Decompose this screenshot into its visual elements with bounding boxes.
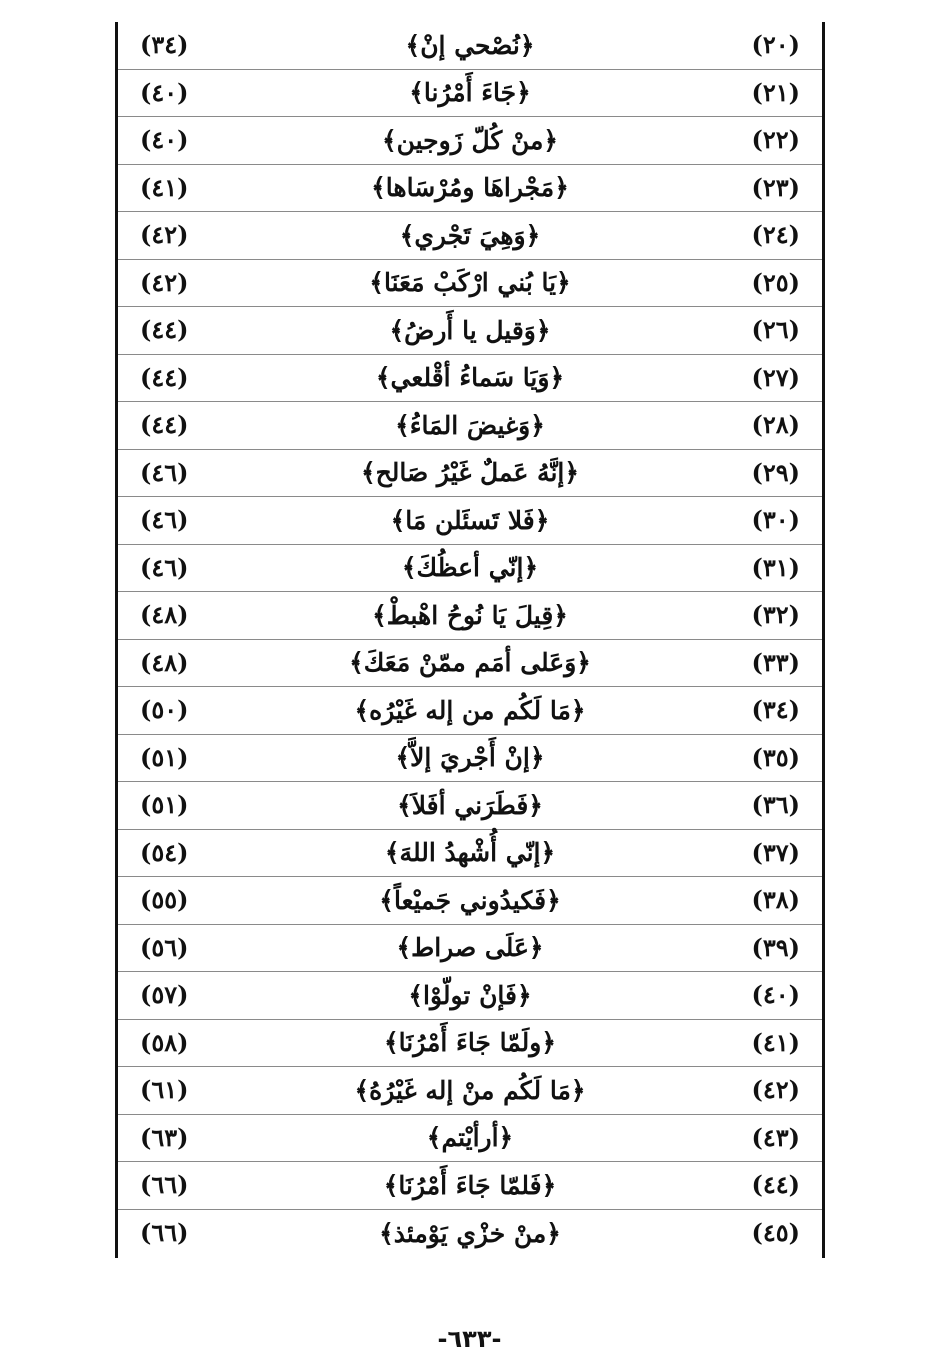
page-reference: (٤٤) <box>140 410 189 440</box>
entry-number: (٣٦) <box>751 790 800 820</box>
page-reference: (٤٦) <box>140 505 189 535</box>
verse-text: ﴿وَيَا سَماءُ أقْلعي﴾ <box>375 363 565 393</box>
table-row <box>118 687 822 735</box>
entry-number: (٣١) <box>751 552 800 582</box>
table-row <box>118 497 822 545</box>
table-row <box>118 640 822 688</box>
table-row <box>118 22 822 70</box>
page-reference: (٣٤) <box>140 30 189 60</box>
table-row <box>118 402 822 450</box>
table-row <box>118 260 822 308</box>
page-reference: (٤٦) <box>140 552 189 582</box>
entry-number: (٣٧) <box>751 837 800 867</box>
table-row <box>118 1162 822 1210</box>
index-table <box>115 22 825 1258</box>
entry-number: (٤٥) <box>751 1218 800 1248</box>
verse-text: ﴿وَغيضَ المَاءُ﴾ <box>395 410 545 440</box>
verse-text: ﴿مَا لَكُم منْ إله غَيْرُهُ﴾ <box>354 1075 586 1105</box>
entry-number: (٤٢) <box>751 1075 800 1105</box>
entry-number: (٤٣) <box>751 1122 800 1152</box>
verse-text: ﴿منْ خزْي يَوْمئذ﴾ <box>379 1218 561 1248</box>
table-row <box>118 165 822 213</box>
entry-number: (٢٢) <box>751 125 800 155</box>
table-row <box>118 450 822 498</box>
table-row <box>118 925 822 973</box>
table-row <box>118 307 822 355</box>
page-reference: (٤٠) <box>140 77 189 107</box>
entry-number: (٢٠) <box>751 30 800 60</box>
page-reference: (٤٢) <box>140 267 189 297</box>
table-row <box>118 545 822 593</box>
page-reference: (٤٤) <box>140 315 189 345</box>
entry-number: (٣٤) <box>751 695 800 725</box>
verse-text: ﴿جَاءَ أَمْرُنا﴾ <box>409 78 531 108</box>
page-reference: (٥١) <box>140 742 189 772</box>
entry-number: (٣٣) <box>751 647 800 677</box>
entry-number: (٤٠) <box>751 980 800 1010</box>
verse-text: ﴿فَكيدُوني جَميْعاً﴾ <box>379 885 561 915</box>
entry-number: (٢٤) <box>751 220 800 250</box>
entry-number: (٢٨) <box>751 410 800 440</box>
verse-text: ﴿فَإنْ تولّوْا﴾ <box>408 980 532 1010</box>
page-reference: (٦٣) <box>140 1122 189 1152</box>
entry-number: (٤١) <box>751 1027 800 1057</box>
table-row <box>118 592 822 640</box>
table-row <box>118 212 822 260</box>
page-reference: (٥٧) <box>140 980 189 1010</box>
verse-text: ﴿أرأيْتم﴾ <box>426 1123 514 1153</box>
table-row <box>118 1067 822 1115</box>
entry-number: (٣٩) <box>751 932 800 962</box>
entry-number: (٢٦) <box>751 315 800 345</box>
table-row <box>118 70 822 118</box>
page-number: -٦٣٣- <box>437 1325 502 1353</box>
entry-number: (٣٥) <box>751 742 800 772</box>
page-reference: (٥٦) <box>140 932 189 962</box>
page-reference: (٥٤) <box>140 837 189 867</box>
entry-number: (٣٢) <box>751 600 800 630</box>
page-reference: (٥٥) <box>140 885 189 915</box>
page-reference: (٤٠) <box>140 125 189 155</box>
verse-text: ﴿منْ كُلّ زَوجين﴾ <box>381 125 559 155</box>
verse-text: ﴿فَطَرَني أفَلاَ﴾ <box>397 790 543 820</box>
verse-text: ﴿نُصْحي إنْ﴾ <box>405 30 535 60</box>
table-row <box>118 830 822 878</box>
entry-number: (٢٧) <box>751 362 800 392</box>
page-reference: (٥٨) <box>140 1027 189 1057</box>
table-row <box>118 1020 822 1068</box>
page-reference: (٥١) <box>140 790 189 820</box>
entry-number: (٢٣) <box>751 172 800 202</box>
table-row <box>118 1210 822 1258</box>
verse-text: ﴿فَلمّا جَاءَ أَمْرُنَا﴾ <box>383 1170 557 1200</box>
page-reference: (٥٠) <box>140 695 189 725</box>
verse-text: ﴿إنْ أَجْريَ إلاَّ﴾ <box>395 743 545 773</box>
verse-text: ﴿إنّي أعظُكَ﴾ <box>401 553 539 583</box>
table-row <box>118 355 822 403</box>
page-reference: (٤٦) <box>140 457 189 487</box>
page-reference: (٤٨) <box>140 647 189 677</box>
page-reference: (٤٢) <box>140 220 189 250</box>
verse-text: ﴿إنّي أُشْهدُ اللهَ﴾ <box>384 838 556 868</box>
entry-number: (٣٨) <box>751 885 800 915</box>
page-reference: (٤٨) <box>140 600 189 630</box>
page-reference: (٦١) <box>140 1075 189 1105</box>
entry-number: (٢٥) <box>751 267 800 297</box>
verse-text: ﴿قِيلَ يَا نُوحُ اهْبطْ﴾ <box>372 600 568 630</box>
entry-number: (٣٠) <box>751 505 800 535</box>
entry-number: (٤٤) <box>751 1170 800 1200</box>
table-row <box>118 1115 822 1163</box>
table-row <box>118 877 822 925</box>
verse-text: ﴿مَجْراهَا ومُرْسَاها﴾ <box>371 173 569 203</box>
table-row <box>118 735 822 783</box>
table-row <box>118 782 822 830</box>
table-row <box>118 972 822 1020</box>
verse-text: ﴿فَلا تَسئَلن مَا﴾ <box>390 505 550 535</box>
page-reference: (٦٦) <box>140 1218 189 1248</box>
page-reference: (٦٦) <box>140 1170 189 1200</box>
verse-text: ﴿ولَمّا جَاءَ أَمْرُنَا﴾ <box>384 1028 556 1058</box>
verse-text: ﴿وَعَلى أمَم ممّنْ مَعَكَ﴾ <box>349 648 591 678</box>
entry-number: (٢٩) <box>751 457 800 487</box>
verse-text: ﴿إنَّهُ عَملٌ غَيْرُ صَالح﴾ <box>360 458 580 488</box>
verse-text: ﴿يَا بُني ارْكَبْ مَعَنَا﴾ <box>369 268 571 298</box>
page-reference: (٤١) <box>140 172 189 202</box>
verse-text: ﴿وَهِيَ تَجْري﴾ <box>399 220 541 250</box>
verse-text: ﴿مَا لَكُم من إله غَيْرُه﴾ <box>354 695 586 725</box>
entry-number: (٢١) <box>751 77 800 107</box>
verse-text: ﴿وَقيل يا أَرضُ﴾ <box>389 315 551 345</box>
verse-text: ﴿عَلَى صراط﴾ <box>396 933 544 963</box>
page-reference: (٤٤) <box>140 362 189 392</box>
table-row <box>118 117 822 165</box>
